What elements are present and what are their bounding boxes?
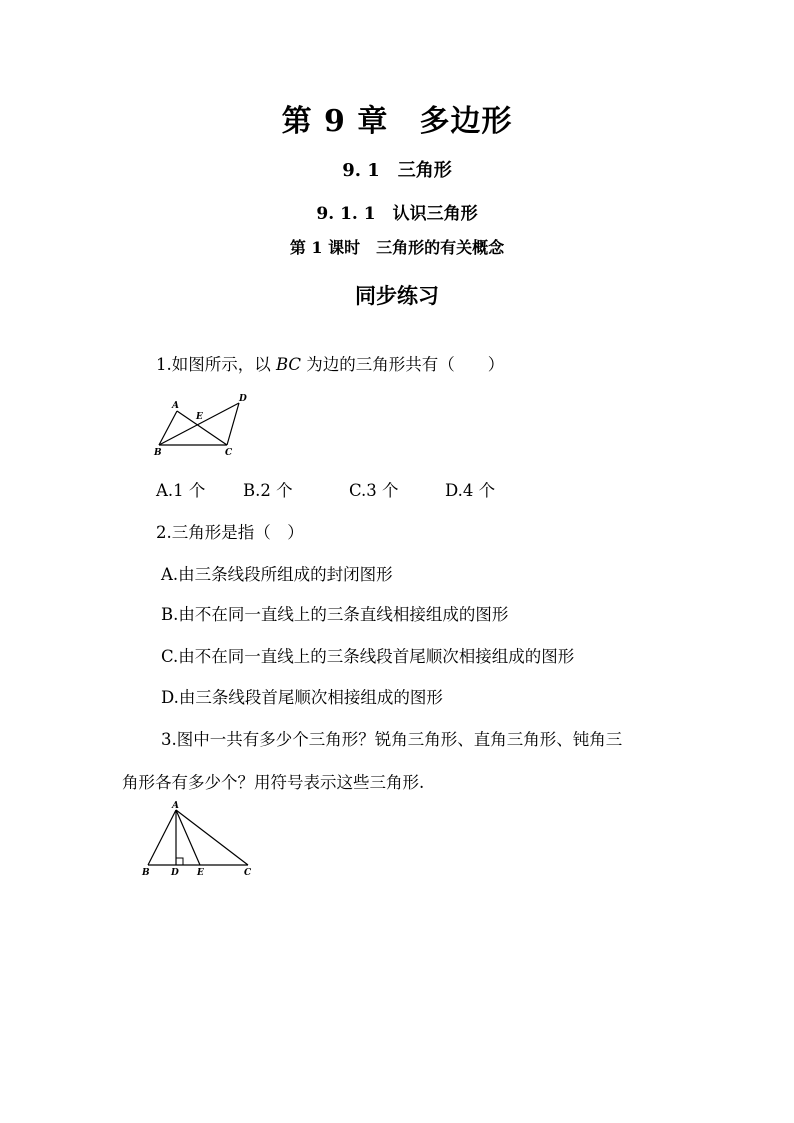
label-A: A [172, 801, 179, 811]
label-C: C [244, 868, 252, 878]
seg-DC [227, 403, 239, 445]
label-A: A [172, 401, 179, 411]
question-3-figure [138, 800, 263, 882]
label-B: B [142, 868, 150, 878]
question-1-option-a: A.1 个 [156, 481, 206, 500]
question-1-stem [156, 351, 504, 375]
question-1-option-c: C.3 个 [349, 481, 399, 500]
subsection-title: 9. 1. 1 认识三角形 [316, 204, 478, 224]
label-B: B [154, 448, 162, 458]
label-E: E [196, 412, 203, 422]
label-D: D [171, 868, 179, 878]
section-title: 9. 1 三角形 [342, 160, 452, 181]
question-1-prefix: 1.如图所示，以 [156, 355, 276, 374]
label-E: E [197, 868, 204, 878]
chapter-title: 第 9 章 多边形 [281, 104, 513, 139]
label-D: D [239, 394, 247, 404]
question-3-line-2: 角形各有多少个？用符号表示这些三角形. [122, 773, 425, 792]
question-2-option-c: C.由不在同一直线上的三条线段首尾顺次相接组成的图形 [161, 647, 575, 666]
question-1-option-b: B.2 个 [243, 481, 293, 500]
practice-heading: 同步练习 [355, 283, 439, 308]
question-1-var: BC [276, 355, 302, 374]
question-2-option-b: B.由不在同一直线上的三条直线相接组成的图形 [161, 605, 509, 624]
seg-AB [148, 810, 176, 865]
question-2-stem: 2.三角形是指（ ） [156, 523, 304, 542]
question-2-option-a: A.由三条线段所组成的封闭图形 [161, 565, 393, 584]
lesson-title: 第 1 课时 三角形的有关概念 [289, 238, 505, 257]
seg-BD [159, 403, 239, 445]
question-1-suffix: 为边的三角形共有（ ） [301, 355, 505, 374]
question-1-option-d: D.4 个 [445, 481, 496, 500]
question-2-option-d: D.由三条线段首尾顺次相接组成的图形 [161, 688, 443, 707]
question-3-line-1: 3.图中一共有多少个三角形？锐角三角形、直角三角形、钝角三 [161, 730, 623, 749]
label-C: C [225, 448, 233, 458]
question-1-figure [150, 390, 260, 460]
seg-AE [176, 810, 200, 865]
seg-AC [176, 810, 248, 865]
right-angle-mark [176, 858, 183, 865]
